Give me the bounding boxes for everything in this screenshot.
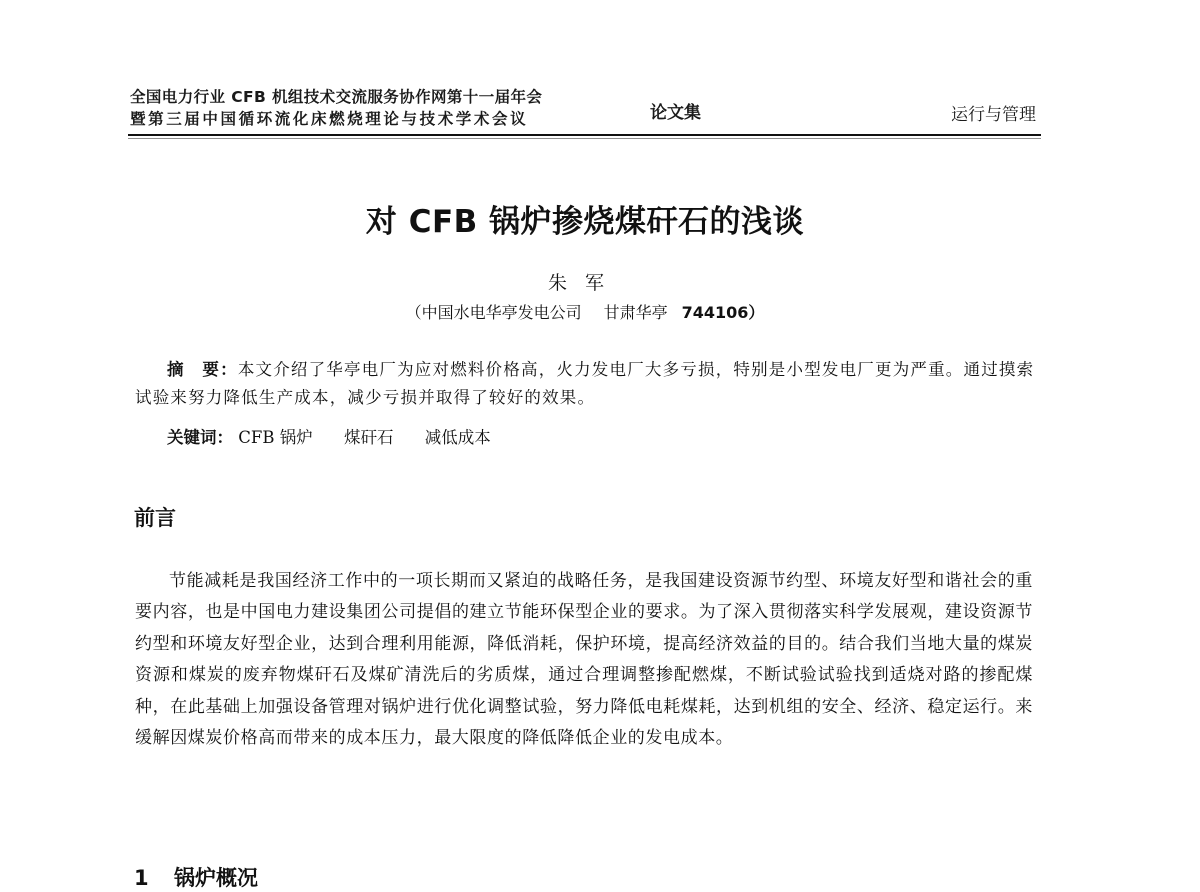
- running-header: [130, 86, 1040, 138]
- section-number: 1: [134, 866, 149, 890]
- keywords: [167, 424, 517, 448]
- keyword: CFB 锅炉: [238, 428, 313, 447]
- section-title: 锅炉概况: [174, 866, 258, 890]
- paragraph-text: 节能减耗是我国经济工作中的一项长期而又紧迫的战略任务，是我国建设资源节约型、环境友好型和谐社会的重要内容，也是中国电力建设集团公司提倡的建立节能环保型企业的要求。为了深入贯彻落实科学发展观，建设资源节约型和环境友好型企业，达到合理利用能源，降低消耗，保护环境，提高经济效益的目的。结合我们当地大量的煤炭资源和煤炭的废弃物煤矸石及煤矿清洗后的劣质煤，通过合理调整掺配燃煤，不断试验试验找到适烧对路的掺配煤种，在此基础上加强设备管理对锅炉进行优化调整试验，努力降低电耗煤耗，达到机组的安全、经济、稳定运行。来缓解因煤炭价格高而带来的成本压力，最大限度的降低降低企业的发电成本。: [135, 571, 1033, 749]
- section-heading-boiler-overview: [134, 862, 258, 892]
- affiliation-postcode: 744106）: [681, 303, 765, 322]
- author-name: 朱军: [547, 272, 622, 294]
- keywords-label: 关键词：: [167, 428, 233, 447]
- proceedings-label: 论文集: [650, 103, 701, 123]
- abstract: [135, 356, 1035, 412]
- preface-paragraph: [135, 566, 1033, 754]
- keyword: 减低成本: [424, 428, 491, 447]
- keyword: 煤矸石: [343, 428, 394, 447]
- conference-name: [130, 86, 542, 130]
- author-affiliation: [0, 300, 1170, 323]
- paper-title: 对 CFB 锅炉掺烧煤矸石的浅谈: [365, 204, 805, 240]
- affiliation-org: （中国水电华亭发电公司: [405, 303, 582, 322]
- conference-line-2: 暨第三届中国循环流化床燃烧理论与技术学术会议: [130, 110, 529, 128]
- header-rule: [128, 134, 1041, 136]
- section-heading-preface: 前言: [134, 506, 176, 530]
- affiliation-place: 甘肃华亭: [603, 303, 668, 322]
- conference-line-1: 全国电力行业 CFB 机组技术交流服务协作网第十一届年会: [130, 88, 543, 106]
- abstract-label: 摘 要：: [167, 360, 238, 379]
- abstract-text: 本文介绍了华亭电厂为应对燃料价格高，火力发电厂大多亏损，特别是小型发电厂更为严重。通过摸索试验来努力降低生产成本，减少亏损并取得了较好的效果。: [135, 360, 1035, 407]
- section-category-label: 运行与管理: [951, 105, 1036, 125]
- header-rule-secondary: [128, 138, 1041, 139]
